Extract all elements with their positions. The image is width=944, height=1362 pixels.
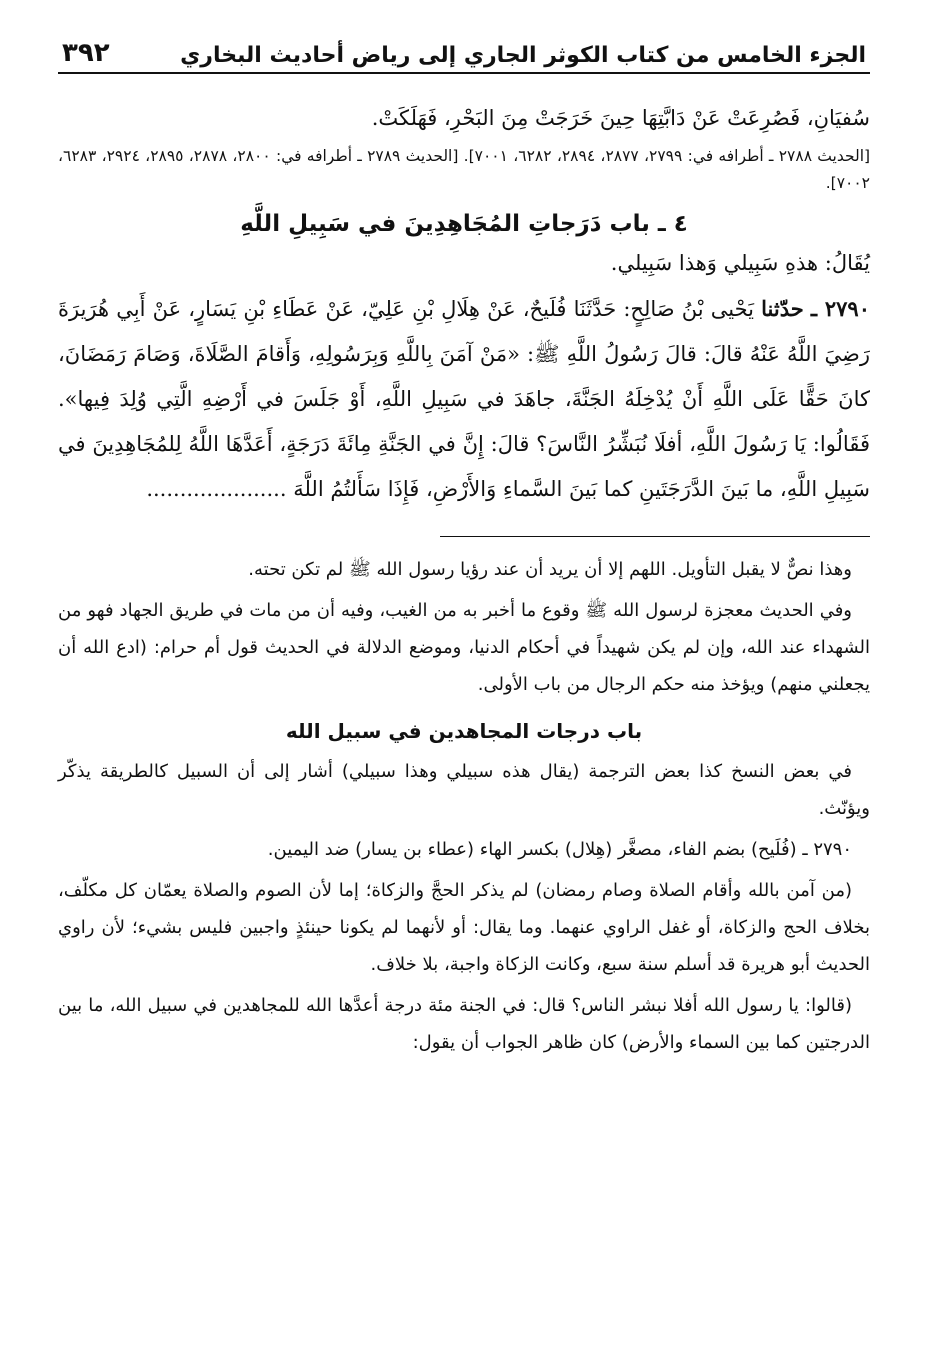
chapter-heading: ٤ ـ باب دَرَجاتِ المُجَاهِدِينَ في سَبِيلِ اللَّهِ (240, 211, 688, 237)
hadith-2790 (58, 286, 870, 512)
commentary-paragraph: في بعض النسخ كذا بعض الترجمة (يقال هذه سبيلي وهذا سبيلي) أشار إلى أن السبيل كالطريقة يذكّر ويؤنّث. (58, 761, 870, 819)
commentary-paragraph: ٢٧٩٠ ـ (فُلَيح) بضم الفاء، مصغَّر (هِلال) بكسر الهاء (عطاء بن يسار) ضد اليمين. (267, 839, 852, 860)
commentary-paragraph: (قالوا: يا رسول الله أفلا نبشر الناس؟ قال: في الجنة مئة درجة أعدَّها الله للمجاهدين في سبيل الله، ما بين الدرجتين كما بين السماء والأرض) كان ظاهر الجواب أن يقول: (58, 995, 870, 1053)
commentary-paragraph: وهذا نصٌّ لا يقبل التأويل. اللهم إلا أن يريد أن عند رؤيا رسول الله ﷺ لم تكن تحته. (248, 559, 852, 580)
header-divider (58, 72, 870, 74)
hadith-number: ٢٧٩٠ ـ (810, 296, 870, 321)
running-title: الجزء الخامس من كتاب الكوثر الجاري إلى رياض أحاديث البخاري (180, 43, 866, 68)
hadith-reference-note: [الحديث ٢٧٨٨ ـ أطرافه في: ٢٧٩٩، ٢٨٧٧، ٢٨٩٤، ٦٢٨٢، ٧٠٠١]. [الحديث ٢٧٨٩ ـ أطرافه في: ٢٨٠٠، ٢٨٧٨، ٢٨٩٥، ٢٩٢٤، ٦٢٨٣، ٧٠٠٢]. (58, 147, 871, 192)
book-page (58, 28, 870, 1065)
commentary-chapter-heading: باب درجات المجاهدين في سبيل الله (285, 719, 643, 743)
page-number: ٣٩٢ (62, 38, 110, 68)
commentary-paragraph: وفي الحديث معجزة لرسول الله ﷺ وقوع ما أخبر به من الغيب، وفيه أن من مات في طريق الجهاد فهو من الشهداء عند الله، وإن لم يكن شهيداً في أحكام الدنيا، وموضع الدلالة في الحديث قول أم حرام: (ادع الله أن يجعلني منهم) ويؤخذ منه حكم الرجال من باب الأولى. (58, 600, 870, 695)
continuation-dots: ..................... (146, 477, 287, 501)
hadith-carry-over: سُفيَانِ، فَصُرِعَتْ عَنْ دَابَّتِهَا حِينَ خَرَجَتْ مِنَ البَحْرِ، فَهَلَكَتْ. (371, 106, 870, 130)
commentary-divider (440, 536, 870, 537)
hadith-narration-word: حدّثنا (761, 296, 804, 321)
chapter-subtitle: يُقَالُ: هذهِ سَبِيلي وَهذا سَبِيلي. (610, 251, 870, 275)
page-header (58, 28, 870, 72)
hadith-body: يَحْيى بْنُ صَالِحٍ: حَدَّثَنَا فُلَيحٌ، عَنْ هِلَالِ بْنِ عَلِيّ، عَنْ عَطَاءِ بْنِ يَسَارٍ، عَنْ أَبِي هُرَيرَةَ رَضِيَ اللَّهُ عَنْهُ قالَ: قالَ رَسُولُ اللَّهِ ﷺ: «مَنْ آمَنَ بِاللَّهِ وَبِرَسُولِهِ، وَأَقامَ الصَّلَاةَ، وَصَامَ رَمَضَانَ، كانَ حَقًّا عَلَى اللَّهِ أَنْ يُدْخِلَهُ الجَنَّةَ، جاهَدَ في سَبِيلِ اللَّهِ، أَوْ جَلَسَ في أَرْضِهِ الَّتِي وُلِدَ فِيها». فَقَالُوا: يَا رَسُولَ اللَّهِ، أفلَا نُبَشِّرُ النَّاسَ؟ قالَ: إِنَّ في الجَنَّةِ مِائَةَ دَرَجَةٍ، أَعَدَّهَا اللَّهُ لِلمُجَاهِدِينَ في سَبِيلِ اللَّهِ، ما بَينَ الدَّرَجَتَينِ كما بَينَ السَّماءِ وَالأَرْضِ، فَإِذَا سَأَلتُمُ اللَّهَ (58, 297, 870, 501)
commentary-paragraph: (من آمن بالله وأقام الصلاة وصام رمضان) لم يذكر الحجَّ والزكاة؛ إما لأن الصوم والصلاة يعمّان كل مكلّف، بخلاف الحج والزكاة، أو غفل الراوي عنهما. وما يقال: أو لأنهما لم يكونا حينئذٍ واجبين فليس بشيء؛ لأن راوي الحديث أبو هريرة قد أسلم سنة سبع، وكانت الزكاة واجبة، بلا خلاف. (58, 880, 870, 975)
